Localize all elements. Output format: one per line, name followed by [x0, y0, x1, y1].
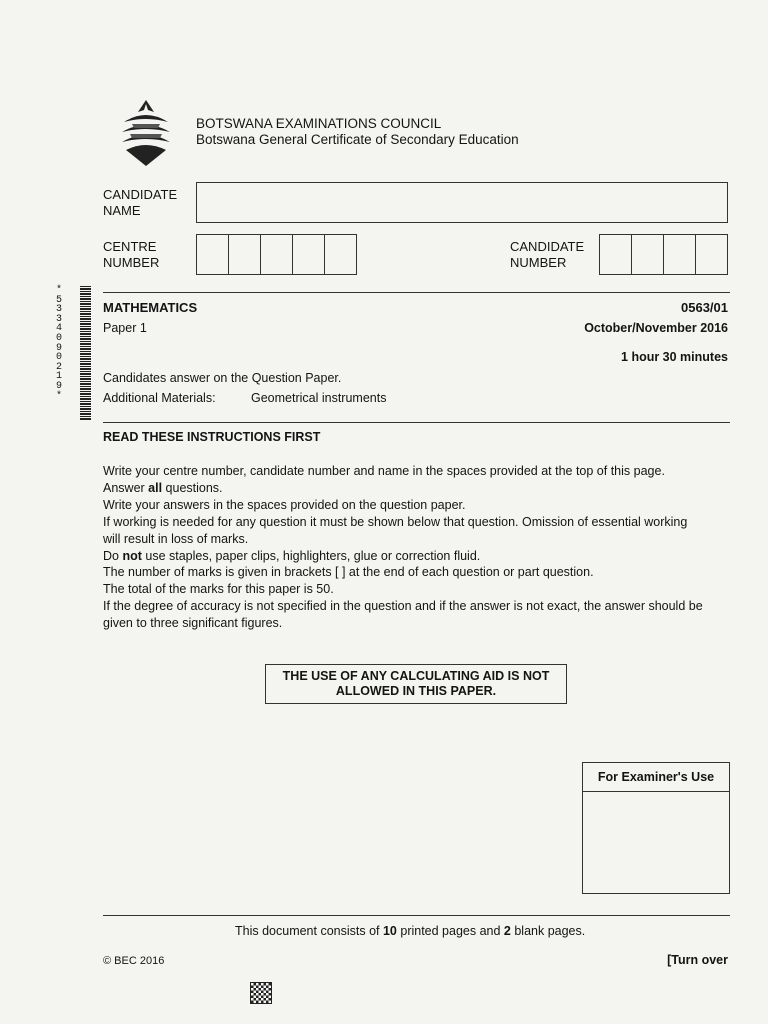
- instruction-line: If working is needed for any question it must be shown below that question. Omission of essential working: [103, 514, 688, 529]
- paper-code: 0563/01: [681, 300, 728, 315]
- materials-value: Geometrical instruments: [251, 391, 387, 405]
- centre-number-label: CENTRE NUMBER: [103, 239, 160, 270]
- turn-over: [Turn over: [667, 953, 728, 967]
- subject: MATHEMATICS: [103, 300, 198, 315]
- digit-box[interactable]: [293, 235, 325, 274]
- digit-box[interactable]: [632, 235, 664, 274]
- digit-box[interactable]: [325, 235, 356, 274]
- calculator-notice: THE USE OF ANY CALCULATING AID IS NOT ALLOWED IN THIS PAPER.: [265, 664, 567, 704]
- instruction-line: Do not use staples, paper clips, highlighters, glue or correction fluid.: [103, 548, 481, 563]
- bec-logo-icon: [118, 98, 174, 168]
- divider: [103, 915, 730, 916]
- candidate-number-field[interactable]: [599, 234, 728, 275]
- answer-instruction: Candidates answer on the Question Paper.: [103, 371, 342, 385]
- barcode-digits: * 5 3 3 4 0 9 0 2 1 9 *: [55, 285, 62, 402]
- instruction-line: Answer all questions.: [103, 480, 223, 495]
- paper-number: Paper 1: [103, 321, 147, 335]
- digit-box[interactable]: [664, 235, 696, 274]
- candidate-name-field[interactable]: [196, 182, 728, 223]
- barcode-icon: [80, 286, 91, 421]
- instruction-line: will result in loss of marks.: [103, 531, 249, 546]
- candidate-name-label: CANDIDATE NAME: [103, 187, 178, 218]
- digit-box[interactable]: [261, 235, 293, 274]
- qr-code-icon: [250, 982, 272, 1004]
- page-count-note: This document consists of 10 printed pages and 2 blank pages.: [235, 924, 586, 938]
- divider: [103, 422, 730, 423]
- centre-number-field[interactable]: [196, 234, 357, 275]
- instruction-line: The total of the marks for this paper is 50.: [103, 582, 334, 597]
- instruction-line: Write your centre number, candidate number and name in the spaces provided at the top of this page.: [103, 464, 665, 478]
- examiner-use-title: For Examiner's Use: [583, 763, 729, 792]
- instruction-line: If the degree of accuracy is not specified in the question and if the answer is not exact, the answer should be: [103, 599, 703, 614]
- materials-label: Additional Materials:: [103, 391, 216, 405]
- digit-box[interactable]: [600, 235, 632, 274]
- digit-box[interactable]: [197, 235, 229, 274]
- instructions-body: [103, 463, 743, 632]
- copyright: © BEC 2016: [103, 955, 165, 967]
- examiner-use-box: [582, 762, 730, 894]
- qualification-name: Botswana General Certificate of Secondary Education: [196, 132, 519, 147]
- instruction-line: The number of marks is given in brackets [ ] at the end of each question or part question.: [103, 565, 594, 580]
- duration: 1 hour 30 minutes: [621, 350, 728, 364]
- divider: [103, 292, 730, 293]
- digit-box[interactable]: [229, 235, 261, 274]
- instructions-heading: READ THESE INSTRUCTIONS FIRST: [103, 430, 321, 444]
- instruction-line: given to three significant figures.: [103, 616, 283, 631]
- candidate-number-label: CANDIDATE NUMBER: [510, 239, 585, 270]
- session: October/November 2016: [584, 321, 728, 335]
- organisation-name: BOTSWANA EXAMINATIONS COUNCIL: [196, 116, 442, 131]
- instruction-line: Write your answers in the spaces provided on the question paper.: [103, 497, 466, 512]
- digit-box[interactable]: [696, 235, 727, 274]
